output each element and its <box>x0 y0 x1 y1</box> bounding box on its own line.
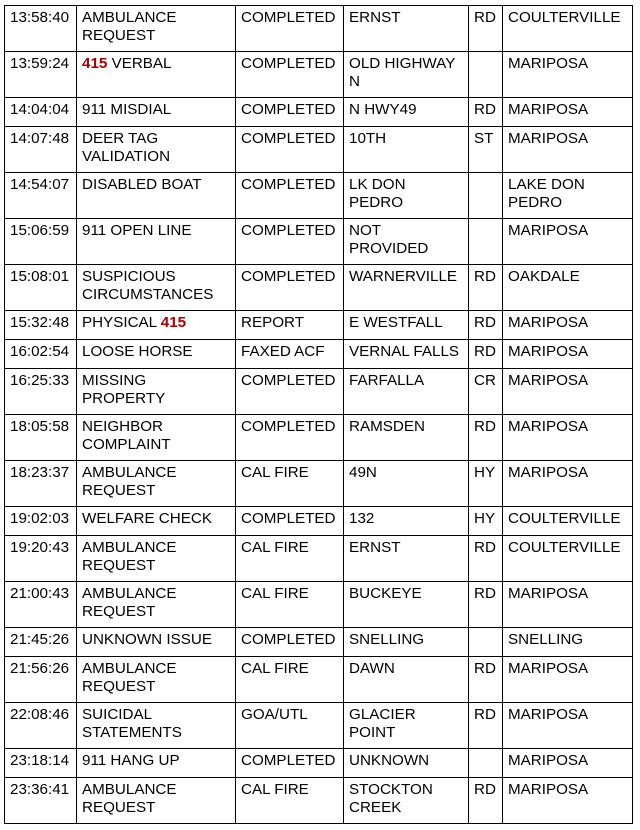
city-cell: MARIPOSA <box>503 582 633 628</box>
call-log-body <box>5 6 633 824</box>
city-cell: MARIPOSA <box>503 461 633 507</box>
call-type-text: SUSPICIOUS CIRCUMSTANCES <box>82 268 214 303</box>
street-cell: WARNERVILLE <box>344 265 469 311</box>
street-suffix-cell: RD <box>469 265 503 311</box>
street-suffix-cell <box>469 219 503 265</box>
call-type-text: 911 OPEN LINE <box>82 222 192 239</box>
status-cell: CAL FIRE <box>236 657 344 703</box>
street-cell: BUCKEYE <box>344 582 469 628</box>
street-suffix-cell: RD <box>469 340 503 369</box>
street-suffix-cell: RD <box>469 98 503 127</box>
time-cell: 15:06:59 <box>5 219 77 265</box>
time-cell: 13:59:24 <box>5 52 77 98</box>
call-type-cell <box>77 536 236 582</box>
city-cell: MARIPOSA <box>503 749 633 778</box>
city-cell: MARIPOSA <box>503 657 633 703</box>
call-type-text: AMBULANCE REQUEST <box>82 660 177 695</box>
status-cell: CAL FIRE <box>236 461 344 507</box>
city-cell: MARIPOSA <box>503 127 633 173</box>
call-type-text: MISSING PROPERTY <box>82 372 166 407</box>
table-row <box>5 582 633 628</box>
call-type-cell <box>77 507 236 536</box>
table-row <box>5 6 633 52</box>
time-cell: 14:04:04 <box>5 98 77 127</box>
street-cell: SNELLING <box>344 628 469 657</box>
time-cell: 16:02:54 <box>5 340 77 369</box>
call-type-text: AMBULANCE REQUEST <box>82 464 177 499</box>
call-type-text: DISABLED BOAT <box>82 176 202 193</box>
street-cell: UNKNOWN <box>344 749 469 778</box>
call-type-cell <box>77 340 236 369</box>
status-cell: COMPLETED <box>236 98 344 127</box>
call-type-cell <box>77 265 236 311</box>
table-row <box>5 265 633 311</box>
call-type-cell <box>77 749 236 778</box>
call-type-cell <box>77 369 236 415</box>
street-cell: 132 <box>344 507 469 536</box>
status-cell: COMPLETED <box>236 52 344 98</box>
call-type-text: 911 HANG UP <box>82 752 180 769</box>
status-cell: FAXED ACF <box>236 340 344 369</box>
table-row <box>5 219 633 265</box>
street-suffix-cell <box>469 173 503 219</box>
status-cell: CAL FIRE <box>236 582 344 628</box>
call-type-cell <box>77 778 236 824</box>
status-cell: COMPLETED <box>236 507 344 536</box>
call-type-text: NEIGHBOR COMPLAINT <box>82 418 171 453</box>
city-cell: MARIPOSA <box>503 98 633 127</box>
time-cell: 21:00:43 <box>5 582 77 628</box>
city-cell: MARIPOSA <box>503 369 633 415</box>
call-type-text: PHYSICAL <box>82 314 161 331</box>
time-cell: 19:02:03 <box>5 507 77 536</box>
city-cell: MARIPOSA <box>503 340 633 369</box>
time-cell: 19:20:43 <box>5 536 77 582</box>
status-cell: CAL FIRE <box>236 536 344 582</box>
table-row <box>5 657 633 703</box>
status-cell: CAL FIRE <box>236 778 344 824</box>
city-cell: SNELLING <box>503 628 633 657</box>
street-suffix-cell: HY <box>469 461 503 507</box>
city-cell: MARIPOSA <box>503 52 633 98</box>
city-cell: COULTERVILLE <box>503 507 633 536</box>
code-highlight: 415 <box>82 55 108 72</box>
code-highlight: 415 <box>160 314 187 331</box>
call-type-text: AMBULANCE REQUEST <box>82 585 177 620</box>
status-cell: COMPLETED <box>236 265 344 311</box>
call-type-text: AMBULANCE REQUEST <box>82 539 177 574</box>
status-cell: COMPLETED <box>236 127 344 173</box>
street-cell: STOCKTON CREEK <box>344 778 469 824</box>
time-cell: 15:08:01 <box>5 265 77 311</box>
time-cell: 18:23:37 <box>5 461 77 507</box>
table-row <box>5 461 633 507</box>
table-row <box>5 628 633 657</box>
street-suffix-cell: RD <box>469 311 503 340</box>
city-cell: COULTERVILLE <box>503 6 633 52</box>
street-suffix-cell: RD <box>469 415 503 461</box>
call-type-text: UNKNOWN ISSUE <box>82 631 212 648</box>
table-row <box>5 749 633 778</box>
city-cell: MARIPOSA <box>503 778 633 824</box>
street-suffix-cell: CR <box>469 369 503 415</box>
city-cell: MARIPOSA <box>503 703 633 749</box>
call-type-text: SUICIDAL STATEMENTS <box>82 706 182 741</box>
street-cell: GLACIER POINT <box>344 703 469 749</box>
call-type-cell <box>77 657 236 703</box>
table-row <box>5 536 633 582</box>
table-row <box>5 778 633 824</box>
street-cell: RAMSDEN <box>344 415 469 461</box>
call-type-cell <box>77 127 236 173</box>
call-type-cell <box>77 311 236 340</box>
street-suffix-cell: RD <box>469 703 503 749</box>
city-cell: COULTERVILLE <box>503 536 633 582</box>
call-type-cell <box>77 173 236 219</box>
time-cell: 23:18:14 <box>5 749 77 778</box>
city-cell: MARIPOSA <box>503 415 633 461</box>
call-type-cell <box>77 415 236 461</box>
street-cell: 10TH <box>344 127 469 173</box>
call-type-text: LOOSE HORSE <box>82 343 193 360</box>
street-suffix-cell: RD <box>469 582 503 628</box>
status-cell: COMPLETED <box>236 219 344 265</box>
city-cell: OAKDALE <box>503 265 633 311</box>
street-suffix-cell <box>469 52 503 98</box>
time-cell: 13:58:40 <box>5 6 77 52</box>
call-type-cell <box>77 461 236 507</box>
street-cell: LK DON PEDRO <box>344 173 469 219</box>
table-row <box>5 415 633 461</box>
time-cell: 14:07:48 <box>5 127 77 173</box>
street-suffix-cell: RD <box>469 6 503 52</box>
page-edge-mark <box>632 345 633 361</box>
table-row <box>5 98 633 127</box>
street-cell: DAWN <box>344 657 469 703</box>
status-cell: COMPLETED <box>236 628 344 657</box>
table-row <box>5 340 633 369</box>
street-cell: OLD HIGHWAY N <box>344 52 469 98</box>
street-suffix-cell: RD <box>469 657 503 703</box>
call-type-text: AMBULANCE REQUEST <box>82 9 177 44</box>
street-suffix-cell <box>469 628 503 657</box>
call-type-text: AMBULANCE REQUEST <box>82 781 177 816</box>
time-cell: 21:56:26 <box>5 657 77 703</box>
time-cell: 18:05:58 <box>5 415 77 461</box>
street-cell: ERNST <box>344 536 469 582</box>
status-cell: REPORT <box>236 311 344 340</box>
table-row <box>5 52 633 98</box>
street-cell: NOT PROVIDED <box>344 219 469 265</box>
city-cell: MARIPOSA <box>503 219 633 265</box>
street-cell: 49N <box>344 461 469 507</box>
call-type-cell <box>77 628 236 657</box>
time-cell: 23:36:41 <box>5 778 77 824</box>
street-suffix-cell: RD <box>469 778 503 824</box>
call-type-cell <box>77 582 236 628</box>
time-cell: 16:25:33 <box>5 369 77 415</box>
table-row <box>5 311 633 340</box>
street-cell: N HWY49 <box>344 98 469 127</box>
street-suffix-cell: RD <box>469 536 503 582</box>
status-cell: COMPLETED <box>236 749 344 778</box>
table-row <box>5 507 633 536</box>
table-row <box>5 369 633 415</box>
call-type-text: 911 MISDIAL <box>82 101 172 118</box>
street-suffix-cell: HY <box>469 507 503 536</box>
street-suffix-cell: ST <box>469 127 503 173</box>
time-cell: 21:45:26 <box>5 628 77 657</box>
street-cell: E WESTFALL <box>344 311 469 340</box>
call-type-cell <box>77 703 236 749</box>
time-cell: 14:54:07 <box>5 173 77 219</box>
table-row <box>5 173 633 219</box>
city-cell: MARIPOSA <box>503 311 633 340</box>
time-cell: 22:08:46 <box>5 703 77 749</box>
call-type-cell <box>77 52 236 98</box>
call-type-cell <box>77 6 236 52</box>
city-cell: LAKE DON PEDRO <box>503 173 633 219</box>
status-cell: COMPLETED <box>236 173 344 219</box>
call-type-text: WELFARE CHECK <box>82 510 212 527</box>
street-cell: FARFALLA <box>344 369 469 415</box>
time-cell: 15:32:48 <box>5 311 77 340</box>
call-log-table <box>4 5 633 824</box>
table-row <box>5 127 633 173</box>
call-type-text: DEER TAG VALIDATION <box>82 130 171 165</box>
call-type-text: VERBAL <box>107 55 172 72</box>
status-cell: COMPLETED <box>236 415 344 461</box>
table-row <box>5 703 633 749</box>
street-cell: VERNAL FALLS <box>344 340 469 369</box>
street-suffix-cell <box>469 749 503 778</box>
street-cell: ERNST <box>344 6 469 52</box>
status-cell: GOA/UTL <box>236 703 344 749</box>
call-type-cell <box>77 219 236 265</box>
status-cell: COMPLETED <box>236 6 344 52</box>
call-type-cell <box>77 98 236 127</box>
status-cell: COMPLETED <box>236 369 344 415</box>
